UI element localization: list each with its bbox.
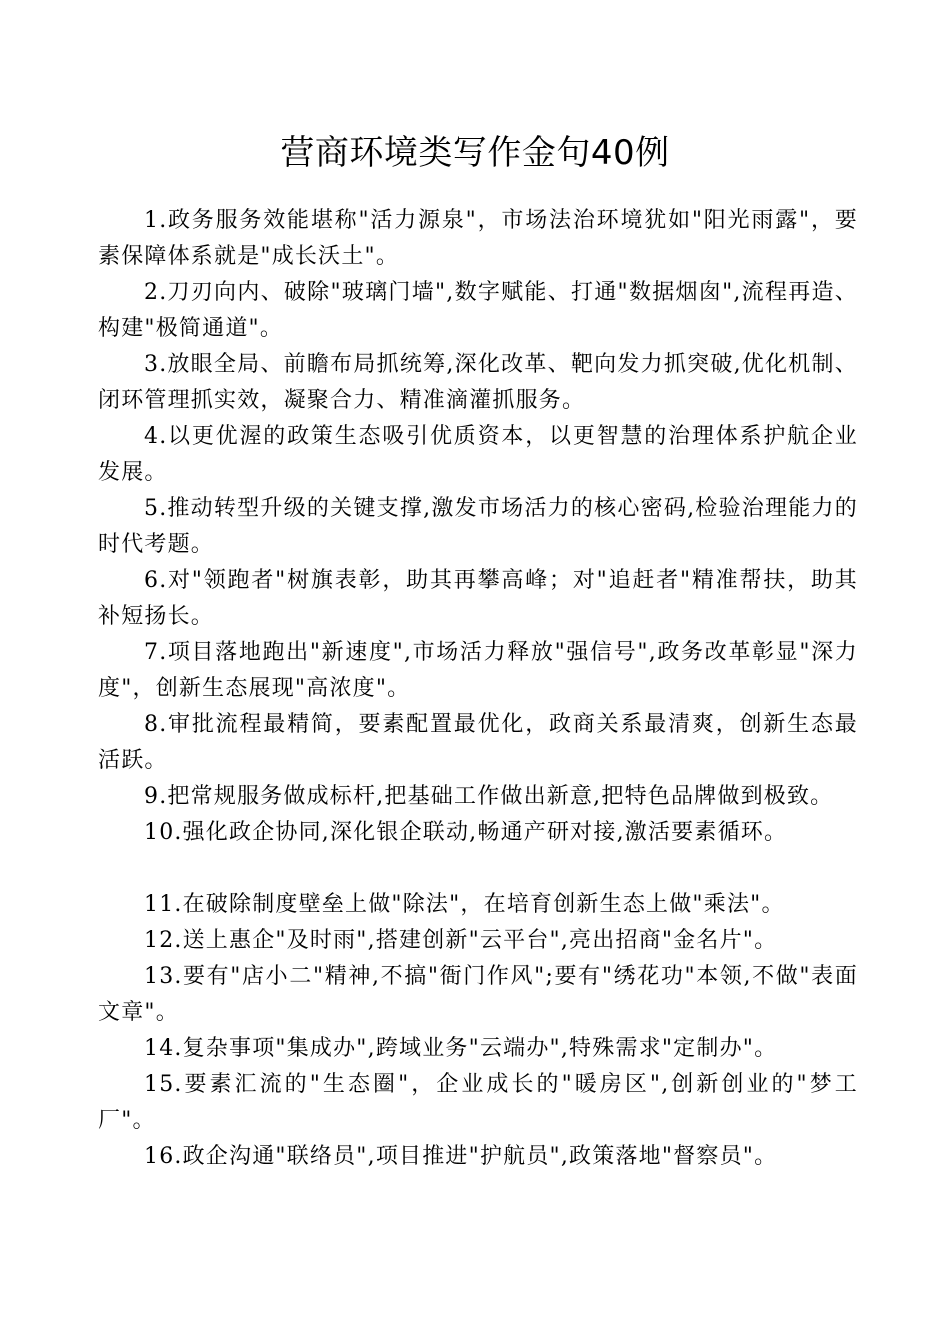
list-item: 7.项目落地跑出"新速度",市场活力释放"强信号",政务改革彰显"深力度"，创新生态展现"高浓度"。 bbox=[98, 640, 858, 701]
list-item: 13.要有"店小二"精神,不搞"衙门作风";要有"绣花功"本领,不做"表面文章"。 bbox=[98, 964, 858, 1025]
list-item: 5.推动转型升级的关键支撑,激发市场活力的核心密码,检验治理能力的时代考题。 bbox=[98, 496, 858, 557]
list-item: 10.强化政企协同,深化银企联动,畅通产研对接,激活要素循环。 bbox=[144, 820, 788, 845]
list-item: 14.复杂事项"集成办",跨域业务"云端办",特殊需求"定制办"。 bbox=[144, 1036, 778, 1061]
list-item: 9.把常规服务做成标杆,把基础工作做出新意,把特色品牌做到极致。 bbox=[144, 784, 834, 809]
list-item: 6.对"领跑者"树旗表彰，助其再攀高峰；对"追赶者"精准帮扶，助其补短扬长。 bbox=[98, 568, 858, 629]
list-item: 11.在破除制度壁垒上做"除法"，在培育创新生态上做"乘法"。 bbox=[144, 892, 785, 917]
list-item: 2.刀刃向内、破除"玻璃门墙",数字赋能、打通"数据烟囱",流程再造、构建"极简通道"。 bbox=[98, 280, 858, 341]
document-body bbox=[98, 203, 858, 1175]
list-item: 8.审批流程最精简，要素配置最优化，政商关系最清爽，创新生态最活跃。 bbox=[98, 712, 858, 773]
list-item: 3.放眼全局、前瞻布局抓统筹,深化改革、靶向发力抓突破,优化机制、闭环管理抓实效，凝聚合力、精准滴灌抓服务。 bbox=[98, 352, 858, 413]
list-item: 12.送上惠企"及时雨",搭建创新"云平台",亮出招商"金名片"。 bbox=[144, 928, 778, 953]
list-item: 16.政企沟通"联络员",项目推进"护航员",政策落地"督察员"。 bbox=[144, 1144, 778, 1169]
list-item: 1.政务服务效能堪称"活力源泉"，市场法治环境犹如"阳光雨露"，要素保障体系就是"成长沃土"。 bbox=[98, 208, 858, 269]
list-item: 4.以更优渥的政策生态吸引优质资本，以更智慧的治理体系护航企业发展。 bbox=[98, 424, 858, 485]
list-item: 15.要素汇流的"生态圈"，企业成长的"暖房区",创新创业的"梦工厂"。 bbox=[98, 1072, 858, 1133]
page-title: 营商环境类写作金句40例 bbox=[280, 133, 670, 173]
paragraph-spacer bbox=[98, 851, 858, 887]
